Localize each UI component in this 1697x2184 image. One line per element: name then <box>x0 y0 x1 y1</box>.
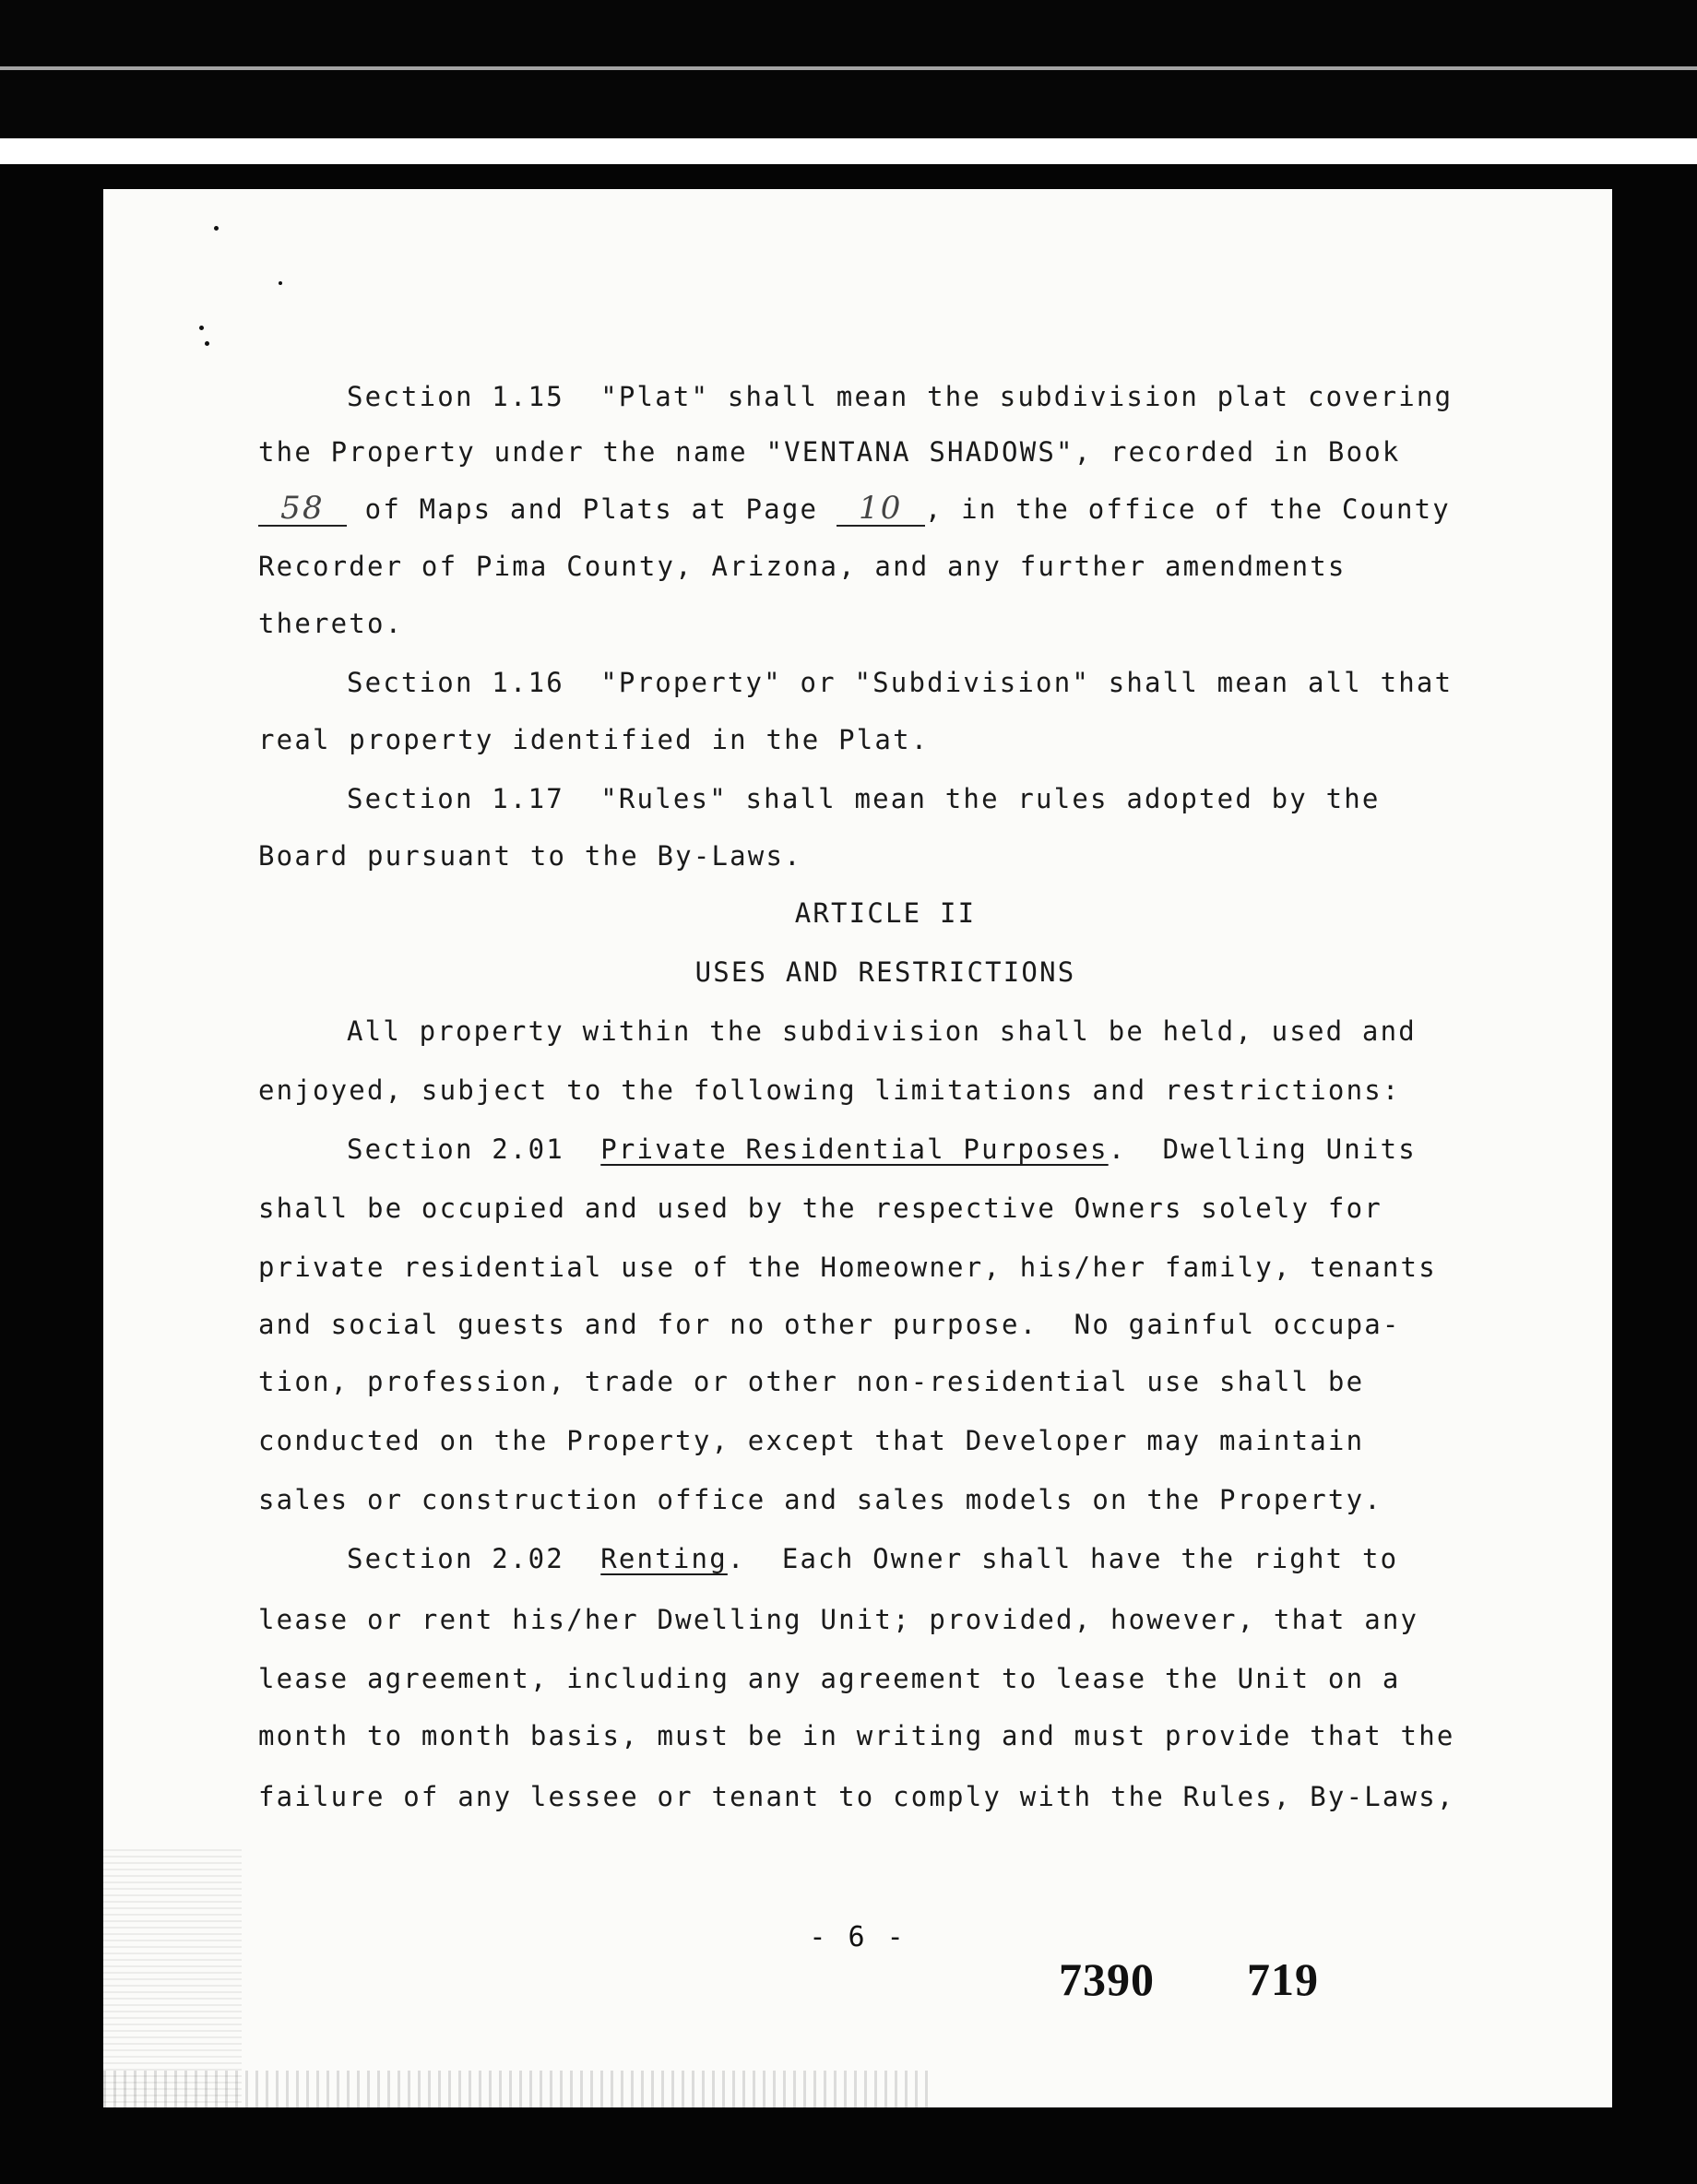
section-2-01-heading: Private Residential Purposes <box>600 1134 1109 1165</box>
section-1-15-line-1: Section 1.15 "Plat" shall mean the subdivision plat covering <box>347 381 1454 412</box>
page-number: - 6 - <box>809 1921 907 1953</box>
handwritten-page-number: 10 <box>837 493 925 527</box>
section-2-01-line: private residential use of the Homeowner, his/her family, tenants <box>258 1252 1437 1283</box>
article-intro-line-2: enjoyed, subject to the following limitations and restrictions: <box>258 1074 1401 1106</box>
scan-speck <box>199 326 204 330</box>
section-2-01-line: sales or construction office and sales models on the Property. <box>258 1484 1383 1515</box>
article-intro-line-1: All property within the subdivision shall be held, used and <box>347 1015 1417 1047</box>
section-2-01-label: Section 2.01 <box>347 1134 601 1165</box>
section-2-01-lead: . Dwelling Units <box>1108 1134 1417 1165</box>
section-2-01-line: tion, profession, trade or other non-residential use shall be <box>258 1366 1365 1397</box>
line-3-part-b: , in the office of the County <box>924 493 1451 525</box>
section-2-01-line-1 <box>347 1131 1417 1168</box>
scan-noise-bottom <box>103 2071 933 2107</box>
section-2-01-line: and social guests and for no other purpose. No gainful occupa- <box>258 1309 1401 1340</box>
section-2-02-line: failure of any lessee or tenant to comply with the Rules, By-Laws, <box>258 1781 1455 1812</box>
scan-noise-left <box>103 1849 242 2107</box>
section-1-16-line-2: real property identified in the Plat. <box>258 724 930 755</box>
scan-line <box>0 66 1697 70</box>
section-2-02-line: lease or rent his/her Dwelling Unit; provided, however, that any <box>258 1604 1419 1635</box>
scan-speck <box>205 341 209 346</box>
section-1-16-line-1: Section 1.16 "Property" or "Subdivision" shall mean all that <box>347 667 1454 698</box>
section-2-02-heading: Renting <box>600 1543 728 1574</box>
article-number: ARTICLE II <box>794 897 977 929</box>
section-1-15-line-2: the Property under the name "VENTANA SHADOWS", recorded in Book <box>258 436 1401 468</box>
line-3-part-a: of Maps and Plats at Page <box>347 493 837 525</box>
section-1-15-line-5: thereto. <box>258 608 404 639</box>
scan-band <box>0 138 1697 164</box>
docket-number: 7390 <box>1059 1953 1155 2005</box>
section-2-02-line-1 <box>347 1540 1398 1577</box>
section-1-17-line-2: Board pursuant to the By-Laws. <box>258 840 802 872</box>
scan-speck <box>279 281 282 285</box>
section-2-01-line: conducted on the Property, except that Developer may maintain <box>258 1425 1365 1456</box>
section-1-15-line-4: Recorder of Pima County, Arizona, and any further amendments <box>258 551 1347 582</box>
scan-speck <box>214 226 219 231</box>
section-1-17-line-1: Section 1.17 "Rules" shall mean the rules adopted by the <box>347 783 1381 814</box>
section-2-02-lead: . Each Owner shall have the right to <box>727 1543 1399 1574</box>
section-2-01-line: shall be occupied and used by the respective Owners solely for <box>258 1193 1383 1224</box>
document-page <box>103 189 1612 2107</box>
article-title: USES AND RESTRICTIONS <box>694 956 1076 988</box>
section-2-02-label: Section 2.02 <box>347 1543 601 1574</box>
section-1-15-line-3 <box>258 491 1451 528</box>
handwritten-book-number: 58 <box>258 493 347 527</box>
docket-page-number: 719 <box>1247 1953 1319 2005</box>
section-2-02-line: lease agreement, including any agreement to lease the Unit on a <box>258 1663 1401 1694</box>
scan-border-top <box>0 0 1697 157</box>
section-2-02-line: month to month basis, must be in writing and must provide that the <box>258 1720 1455 1751</box>
